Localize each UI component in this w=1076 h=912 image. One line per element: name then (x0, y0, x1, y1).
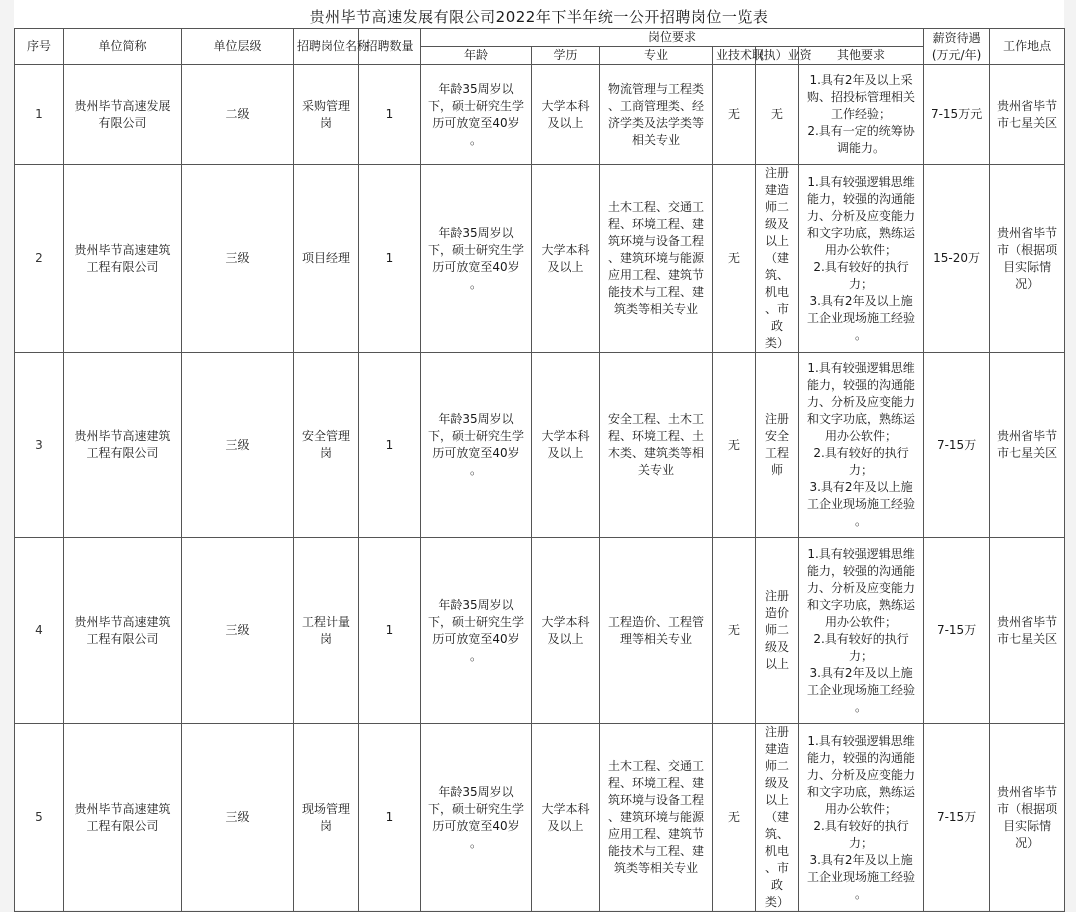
cell-other: 1.具有较强逻辑思维 能力，较强的沟通能 力、分析及应变能力 和文字功底，熟练运 用办公软件； 2.具有较好的执行 力； 3.具有2年及以上施 工企业现场施工经验 。 (799, 353, 924, 538)
cell-education: 大学本科 及以上 (532, 65, 600, 165)
cell-unit: 贵州毕节高速建筑 工程有限公司 (64, 353, 182, 538)
cell-position: 工程计量 岗 (294, 538, 359, 724)
header-other: 其他要求 (799, 47, 924, 65)
cell-age: 年龄35周岁以 下，硕士研究生学 历可放宽至40岁 。 (421, 538, 532, 724)
document-title: 贵州毕节高速发展有限公司2022年下半年统一公开招聘岗位一览表 (309, 8, 769, 26)
header-practice-cert: (执）业资 (756, 47, 799, 65)
cell-salary: 7-15万元 (924, 65, 990, 165)
cell-seq: 4 (15, 538, 64, 724)
cell-location: 贵州省毕节 市（根据项 目实际情 况） (990, 724, 1065, 912)
cell-age: 年龄35周岁以 下，硕士研究生学 历可放宽至40岁 。 (421, 353, 532, 538)
cell-title-cert: 无 (713, 165, 756, 353)
cell-count: 1 (359, 165, 421, 353)
cell-position: 采购管理 岗 (294, 65, 359, 165)
cell-level: 二级 (182, 65, 294, 165)
cell-salary: 7-15万 (924, 353, 990, 538)
cell-salary: 7-15万 (924, 538, 990, 724)
table-row (15, 538, 1065, 724)
header-location: 工作地点 (990, 29, 1065, 65)
header-position: 招聘岗位名称 (294, 29, 359, 65)
cell-other: 1.具有较强逻辑思维 能力，较强的沟通能 力、分析及应变能力 和文字功底，熟练运 用办公软件； 2.具有较好的执行 力； 3.具有2年及以上施 工企业现场施工经验 。 (799, 538, 924, 724)
cell-level: 三级 (182, 724, 294, 912)
cell-salary: 15-20万 (924, 165, 990, 353)
header-education: 学历 (532, 47, 600, 65)
cell-education: 大学本科 及以上 (532, 353, 600, 538)
cell-practice-cert: 注册 建造 师二 级及 以上 （建 筑、 机电 、市 政 类） (756, 165, 799, 353)
cell-unit: 贵州毕节高速建筑 工程有限公司 (64, 165, 182, 353)
cell-other: 1.具有2年及以上采 购、招投标管理相关 工作经验； 2.具有一定的统筹协 调能力。 (799, 65, 924, 165)
cell-level: 三级 (182, 538, 294, 724)
cell-position: 现场管理 岗 (294, 724, 359, 912)
header-title-cert: 业技术职 (713, 47, 756, 65)
cell-level: 三级 (182, 353, 294, 538)
cell-education: 大学本科 及以上 (532, 724, 600, 912)
header-salary: 薪资待遇 (万元/年) (924, 29, 990, 65)
cell-count: 1 (359, 353, 421, 538)
header-age: 年龄 (421, 47, 532, 65)
cell-location: 贵州省毕节 市七星关区 (990, 65, 1065, 165)
cell-count: 1 (359, 538, 421, 724)
cell-unit: 贵州毕节高速建筑 工程有限公司 (64, 724, 182, 912)
cell-practice-cert: 无 (756, 65, 799, 165)
cell-practice-cert: 注册 造价 师二 级及 以上 (756, 538, 799, 724)
header-requirements: 岗位要求 (421, 29, 924, 47)
cell-location: 贵州省毕节 市七星关区 (990, 353, 1065, 538)
cell-seq: 3 (15, 353, 64, 538)
cell-major: 工程造价、工程管 理等相关专业 (600, 538, 713, 724)
cell-age: 年龄35周岁以 下，硕士研究生学 历可放宽至40岁 。 (421, 724, 532, 912)
cell-title-cert: 无 (713, 65, 756, 165)
cell-title-cert: 无 (713, 724, 756, 912)
cell-education: 大学本科 及以上 (532, 165, 600, 353)
cell-salary: 7-15万 (924, 724, 990, 912)
cell-seq: 1 (15, 65, 64, 165)
cell-count: 1 (359, 724, 421, 912)
header-major: 专业 (600, 47, 713, 65)
table-header (15, 29, 1065, 65)
table-row (15, 724, 1065, 912)
cell-seq: 2 (15, 165, 64, 353)
cell-location: 贵州省毕节 市七星关区 (990, 538, 1065, 724)
cell-count: 1 (359, 65, 421, 165)
cell-location: 贵州省毕节 市（根据项 目实际情 况） (990, 165, 1065, 353)
cell-major: 安全工程、土木工 程、环境工程、土 木类、建筑类等相 关专业 (600, 353, 713, 538)
cell-major: 土木工程、交通工 程、环境工程、建 筑环境与设备工程 、建筑环境与能源 应用工程、建筑节 能技术与工程、建 筑类等相关专业 (600, 724, 713, 912)
cell-seq: 5 (15, 724, 64, 912)
cell-age: 年龄35周岁以 下，硕士研究生学 历可放宽至40岁 。 (421, 65, 532, 165)
cell-level: 三级 (182, 165, 294, 353)
header-unit: 单位简称 (64, 29, 182, 65)
cell-position: 项目经理 (294, 165, 359, 353)
cell-major: 土木工程、交通工 程、环境工程、建 筑环境与设备工程 、建筑环境与能源 应用工程、建筑节 能技术与工程、建 筑类等相关专业 (600, 165, 713, 353)
cell-title-cert: 无 (713, 353, 756, 538)
table-row (15, 353, 1065, 538)
cell-unit: 贵州毕节高速建筑 工程有限公司 (64, 538, 182, 724)
cell-other: 1.具有较强逻辑思维 能力，较强的沟通能 力、分析及应变能力 和文字功底，熟练运 用办公软件； 2.具有较好的执行 力； 3.具有2年及以上施 工企业现场施工经验 。 (799, 165, 924, 353)
table-row (15, 65, 1065, 165)
table-row (15, 165, 1065, 353)
cell-age: 年龄35周岁以 下，硕士研究生学 历可放宽至40岁 。 (421, 165, 532, 353)
cell-position: 安全管理 岗 (294, 353, 359, 538)
cell-title-cert: 无 (713, 538, 756, 724)
header-level: 单位层级 (182, 29, 294, 65)
header-seq: 序号 (15, 29, 64, 65)
recruitment-table (14, 28, 1065, 912)
cell-education: 大学本科 及以上 (532, 538, 600, 724)
cell-practice-cert: 注册 安全 工程 师 (756, 353, 799, 538)
header-count: 招聘数量 (359, 29, 421, 65)
cell-major: 物流管理与工程类 、工商管理类、经 济学类及法学类等 相关专业 (600, 65, 713, 165)
cell-unit: 贵州毕节高速发展 有限公司 (64, 65, 182, 165)
cell-other: 1.具有较强逻辑思维 能力，较强的沟通能 力、分析及应变能力 和文字功底，熟练运 用办公软件； 2.具有较好的执行 力； 3.具有2年及以上施 工企业现场施工经验 。 (799, 724, 924, 912)
cell-practice-cert: 注册 建造 师二 级及 以上 （建 筑、 机电 、市 政 类） (756, 724, 799, 912)
